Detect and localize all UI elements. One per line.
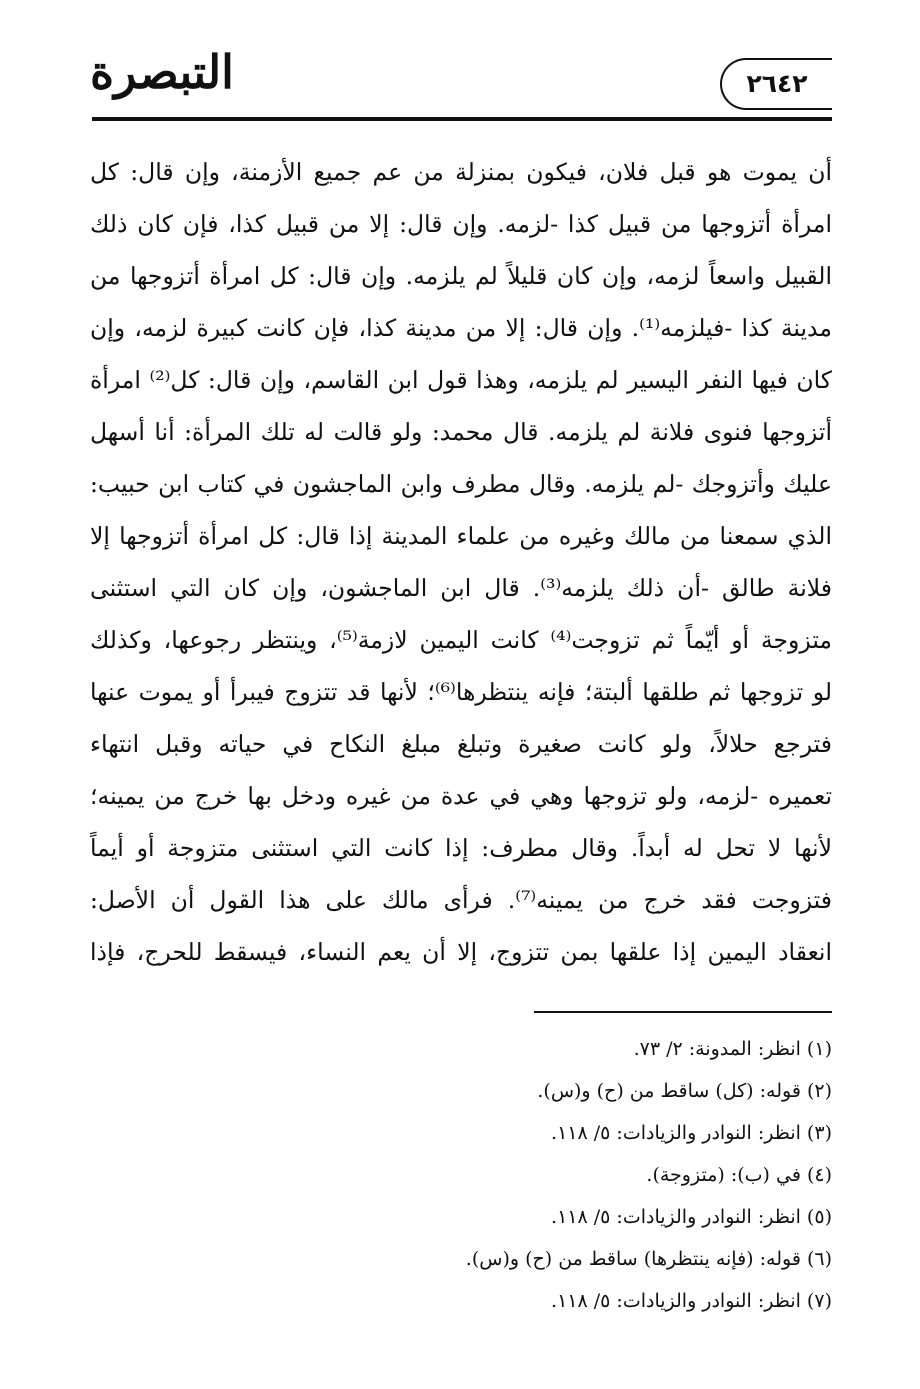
page-number: ٢٦٤٢	[746, 69, 808, 98]
footnote-separator	[534, 1011, 832, 1013]
text-line: الذي سمعنا من مالك وغيره من علماء المدينة إذا قال: كل امرأة أتزوجها إلا	[90, 522, 832, 550]
footnote: (٣) انظر: النوادر والزيادات: ٥/ ١١٨.	[551, 1122, 832, 1144]
text-line: أتزوجها فنوى فلانة لم يلزمه. قال محمد: ولو قالت له تلك المرأة: أنا أسهل	[90, 418, 832, 446]
text-line: أن يموت هو قبل فلان، فيكون بمنزلة من عم جميع الأزمنة، وإن قال: كل	[90, 158, 832, 186]
footnotes	[90, 1028, 832, 1322]
footnote: (١) انظر: المدونة: ٢/ ٧٣.	[633, 1038, 832, 1060]
text-line: كان فيها النفر اليسير لم يلزمه، وهذا قول ابن القاسم، وإن قال: كل⁽²⁾ امرأة	[90, 366, 832, 394]
text-line: فترجع حلالاً، ولو كانت صغيرة وتبلغ مبلغ النكاح في حياته وقبل انتهاء	[90, 730, 832, 758]
text-line: تعميره -لزمه، ولو تزوجها وهي في عدة من غيره ودخل بها خرج من يمينه؛	[90, 782, 832, 810]
footnote: (٥) انظر: النوادر والزيادات: ٥/ ١١٨.	[551, 1206, 832, 1228]
text-line: لأنها لا تحل له أبداً. وقال مطرف: إذا كانت التي استثنى متزوجة أو أيماً	[90, 834, 832, 862]
page-number-badge	[720, 58, 832, 110]
page-header	[90, 40, 832, 120]
footnote: (٤) في (ب): (متزوجة).	[646, 1164, 832, 1186]
text-line: فتزوجت فقد خرج من يمينه⁽⁷⁾. فرأى مالك على هذا القول أن الأصل:	[90, 886, 832, 914]
text-line: لو تزوجها ثم طلقها ألبتة؛ فإنه ينتظرها⁽⁶⁾؛ لأنها قد تتزوج فيبرأ أو يموت عنها	[90, 678, 832, 706]
text-line: متزوجة أو أيّماً ثم تزوجت⁽⁴⁾ كانت اليمين لازمة⁽⁵⁾، وينتظر رجوعها، وكذلك	[90, 626, 832, 654]
text-line: عليك وأتزوجك -لم يلزمه. وقال مطرف وابن الماجشون في كتاب ابن حبيب:	[90, 470, 832, 498]
running-title: التبصرة	[90, 45, 234, 99]
main-text	[90, 146, 832, 978]
text-line: القبيل واسعاً لزمه، وإن كان قليلاً لم يلزمه. وإن قال: كل امرأة أتزوجها من	[90, 262, 832, 290]
footnote: (٦) قوله: (فإنه ينتظرها) ساقط من (ح) و(س).	[465, 1248, 832, 1270]
footnote: (٧) انظر: النوادر والزيادات: ٥/ ١١٨.	[551, 1290, 832, 1312]
text-line: انعقاد اليمين إذا علقها بمن تتزوج، إلا أن يعم النساء، فيسقط للحرج، فإذا	[90, 938, 832, 966]
footnote: (٢) قوله: (كل) ساقط من (ح) و(س).	[537, 1080, 832, 1102]
text-line: مدينة كذا -فيلزمه⁽¹⁾. وإن قال: إلا من مدينة كذا، فإن كانت كبيرة لزمه، وإن	[90, 314, 832, 342]
header-rule	[92, 117, 832, 121]
text-line: امرأة أتزوجها من قبيل كذا -لزمه. وإن قال: إلا من قبيل كذا، فإن كان ذلك	[90, 210, 832, 238]
text-line: فلانة طالق -أن ذلك يلزمه⁽³⁾. قال ابن الماجشون، وإن كان التي استثنى	[90, 574, 832, 602]
